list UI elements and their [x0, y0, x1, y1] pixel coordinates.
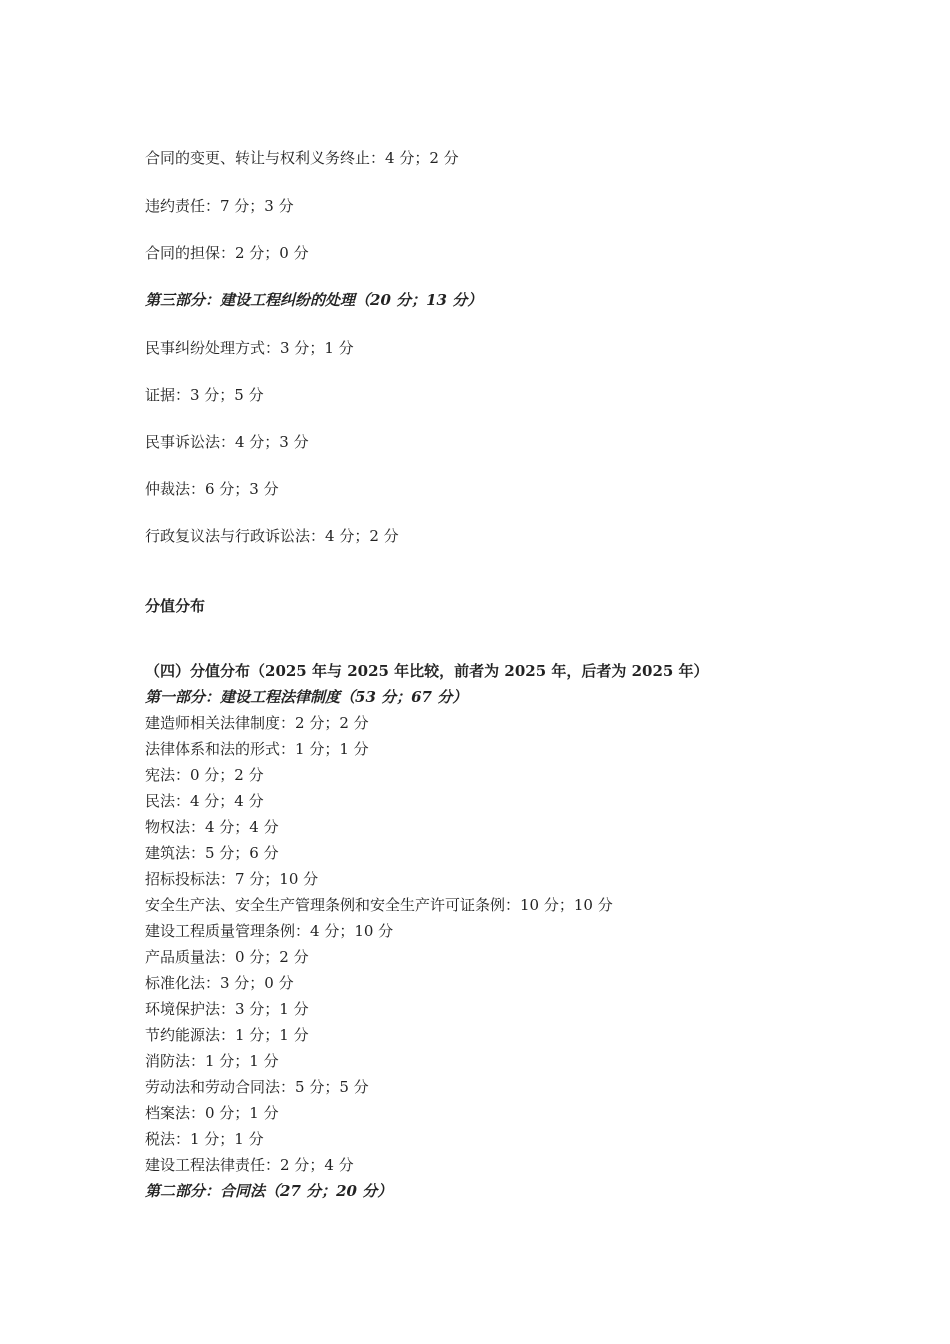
part3-line-civil-procedure: 民事诉讼法：4 分；3 分: [145, 433, 309, 451]
contract-line-breach-liability: 违约责任：7 分；3 分: [145, 197, 294, 215]
part1-line: 民法：4 分；4 分: [145, 792, 264, 810]
part1-line: 招标投标法：7 分；10 分: [145, 870, 319, 888]
part1-line: 建设工程法律责任：2 分；4 分: [145, 1156, 354, 1174]
part1-line: 法律体系和法的形式：1 分；1 分: [145, 740, 369, 758]
part1-line: 建设工程质量管理条例：4 分；10 分: [145, 922, 394, 940]
part1-line: 安全生产法、安全生产管理条例和安全生产许可证条例：10 分；10 分: [145, 896, 613, 914]
part2-heading: 第二部分：合同法（27 分；20 分）: [145, 1182, 393, 1200]
part1-line: 档案法：0 分；1 分: [145, 1104, 279, 1122]
contract-line-guarantee: 合同的担保：2 分；0 分: [145, 244, 309, 262]
part1-line: 环境保护法：3 分；1 分: [145, 1000, 309, 1018]
part1-line: 消防法：1 分；1 分: [145, 1052, 279, 1070]
part1-line: 产品质量法：0 分；2 分: [145, 948, 309, 966]
part3-line-arbitration: 仲裁法：6 分；3 分: [145, 480, 279, 498]
contract-line-change-transfer: 合同的变更、转让与权利义务终止：4 分；2 分: [145, 149, 459, 167]
part1-line: 标准化法：3 分；0 分: [145, 974, 294, 992]
subsection-title: （四）分值分布（2025 年与 2025 年比较，前者为 2025 年，后者为 2025 年）: [145, 662, 709, 680]
part1-line: 物权法：4 分；4 分: [145, 818, 279, 836]
part3-line-administrative: 行政复议法与行政诉讼法：4 分；2 分: [145, 527, 399, 545]
part3-heading: 第三部分：建设工程纠纷的处理（20 分；13 分）: [145, 291, 483, 309]
part1-line: 建造师相关法律制度：2 分；2 分: [145, 714, 369, 732]
part1-line: 建筑法：5 分；6 分: [145, 844, 279, 862]
part3-line-civil-dispute: 民事纠纷处理方式：3 分；1 分: [145, 339, 354, 357]
section-title: 分值分布: [145, 597, 206, 615]
score-distribution-list: [145, 658, 709, 1204]
part1-heading: 第一部分：建设工程法律制度（53 分；67 分）: [145, 688, 468, 706]
part3-line-evidence: 证据：3 分；5 分: [145, 386, 264, 404]
part1-line: 税法：1 分；1 分: [145, 1130, 264, 1148]
part1-line: 劳动法和劳动合同法：5 分；5 分: [145, 1078, 369, 1096]
part1-line: 节约能源法：1 分；1 分: [145, 1026, 309, 1044]
part1-line: 宪法：0 分；2 分: [145, 766, 264, 784]
